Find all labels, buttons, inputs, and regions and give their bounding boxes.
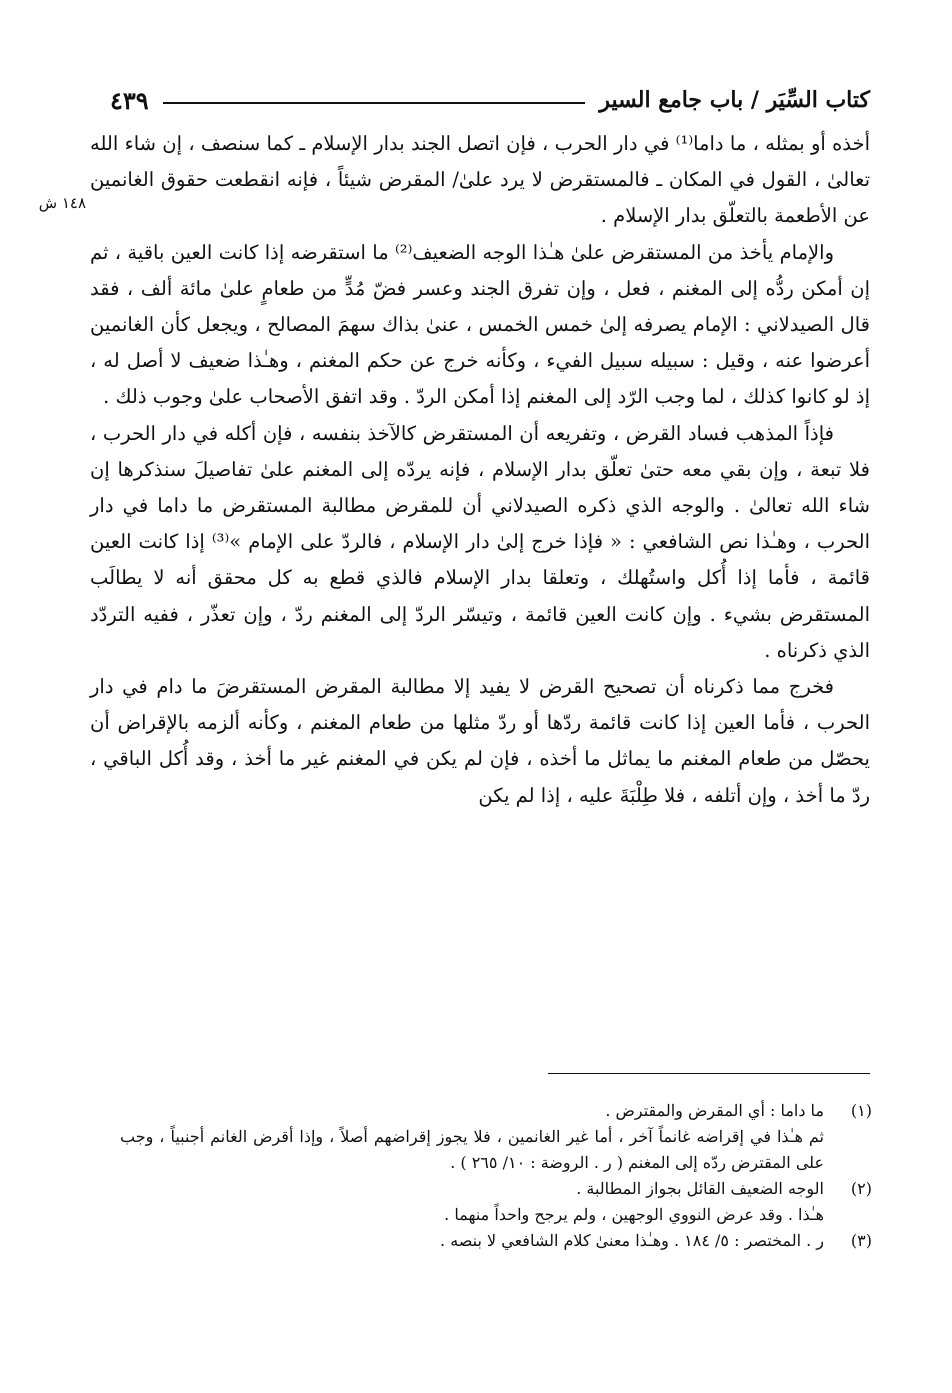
footnote-continuation: هـٰذا . وقد عرض النووي الوجهين ، ولم يرجح واحداً منهما .: [444, 1205, 824, 1224]
footnote-text: ما داما : أي المقرض والمقترض .: [605, 1101, 824, 1120]
footnote: [120, 1098, 872, 1124]
footnote-number: (١): [850, 1101, 872, 1120]
header-rule: [163, 102, 586, 104]
footnote: [120, 1228, 872, 1254]
paragraph: فخرج مما ذكرناه أن تصحيح القرض لا يفيد إلا مطالبة المقرض المستقرضَ ما دام في دار الحرب ، فأما العين إذا كانت قائمة ردّها أو ردّ مثلها من طعام المغنم ، وكأنه ألزمه بالإقراض أن يحصّل من طعام المغنم ما يماثل ما أخذه ، فإن لم يكن في المغنم غير ما أخذ ، وقد أُكل الباقي ، ردّ ما أخذ ، وإن أتلفه ، فلا طِلْبَةَ عليه ، إذا لم يكن: [90, 675, 870, 807]
running-header: [110, 80, 870, 120]
footnote-continuation: ثم هـٰذا في إقراضه غانماً آخر ، أما غير الغانمين ، فلا يجوز إقراضهم أصلاً ، وإذا أقرض الغانم أجنبياً ، وجب على المقترض ردّه إلى المغنم ( ر . الروضة : ١٠/ ٢٦٥ ) .: [120, 1127, 825, 1172]
footnote-number: (٢): [850, 1179, 872, 1198]
paragraph: والإمام يأخذ من المستقرض علىٰ هـٰذا الوجه الضعيف⁽²⁾ ما استقرضه إذا كانت العين باقية ، ثم إن أمكن ردُّه إلى المغنم ، فعل ، وإن تفرق الجند وعسر فضّ مُدٍّ من طعامٍ علىٰ مائة ألف ، فقد قال الصيدلاني : الإمام يصرفه إلىٰ خمس الخمس ، عنىٰ بذاك سهمَ المصالح ، ويجعل كأن الغانمين أعرضوا عنه ، وقيل : سبيله سبيل الفيء ، وكأنه خرج عن حكم المغنم ، وهـٰذا ضعيف لا أصل له ، إذ لو كانوا كذلك ، لما وجب الرّد إلى المغنم إذا أمكن الردّ . وقد اتفق الأصحاب علىٰ وجوب ذلك .: [90, 240, 870, 409]
footnote-number: (٣): [850, 1231, 872, 1250]
footnote: [120, 1176, 872, 1202]
chapter-title: كتاب السِّيَر / باب جامع السير: [599, 87, 870, 113]
margin-note: ١٤٨ ش: [38, 194, 86, 212]
footnote-text: ر . المختصر : ٥/ ١٨٤ . وهـٰذا معنىٰ كلام الشافعي لا بنصه .: [440, 1231, 824, 1250]
paragraph: فإذاً المذهب فساد القرض ، وتفريعه أن المستقرض كالآخذ بنفسه ، فإن أكله في دار الحرب ، فلا تبعة ، وإن بقي معه حتىٰ تعلّق بدار الإسلام ، فإنه يردّه إلى المغنم علىٰ تفاصيلَ سنذكرها إن شاء الله تعالىٰ . والوجه الذي ذكره الصيدلاني أن للمقرض مطالبة المستقرض ما داما في دار الحرب ، وهـٰذا نص الشافعي : « فإذا خرج إلىٰ دار الإسلام ، فالردّ على الإمام »⁽³⁾ إذا كانت العين قائمة ، فأما إذا أُكل واستُهلك ، وتعلقا بدار الإسلام فالذي قطع به كل محقق أنه لا يطالَب المستقرض بشيء . وإن كانت العين قائمة ، وتيسّر الردّ إلى المغنم ردّ ، وإن تعذّر ، ففيه التردّد الذي ذكرناه .: [90, 421, 870, 662]
footnote-text: الوجه الضعيف القائل بجواز المطالبة .: [576, 1179, 824, 1198]
footnotes: [120, 1098, 872, 1254]
page-number: ٤٣٩: [110, 85, 149, 115]
paragraph: أخذه أو بمثله ، ما داما⁽¹⁾ في دار الحرب ، فإن اتصل الجند بدار الإسلام ـ كما سنصف ، إن شاء الله تعالىٰ ، القول في المكان ـ فالمستقرض لا يرد علىٰ/ المقرض شيئاً ، فإنه انقطعت حقوق الغانمين عن الأطعمة بالتعلّق بدار الإسلام .: [90, 132, 870, 228]
main-text: [90, 126, 870, 814]
footnote-separator: [548, 1073, 870, 1074]
